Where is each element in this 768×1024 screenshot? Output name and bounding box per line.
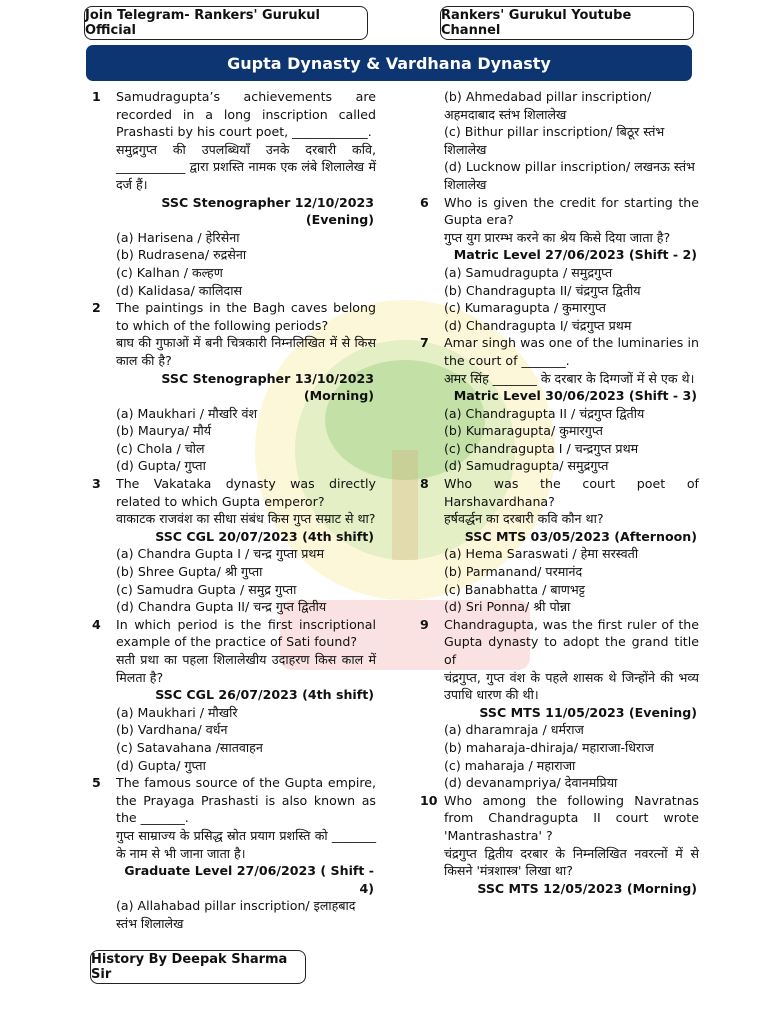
left-column	[86, 88, 376, 933]
question-text	[86, 299, 376, 334]
answer-option: (d) Gupta/ गुप्ता	[116, 458, 206, 474]
question-english: The famous source of the Gupta empire, the Prayaga Prashasti is also known as the _______.	[116, 775, 376, 826]
answer-option: (a) Chandra Gupta I / चन्द्र गुप्ता प्रथम	[116, 546, 325, 562]
answer-option: (b) Ahmedabad pillar inscription/अहमदाबाद स्तंभ शिलालेख	[444, 89, 652, 122]
answer-option: (c) Satavahana /सातवाहन	[116, 739, 263, 755]
question-english: Who among the following Navratnas from Chandragupta II court wrote 'Mantrashastra' ?	[444, 792, 699, 843]
answer-option: (d) Samudragupta/ समुद्रगुप्त	[444, 458, 609, 474]
question-hindi: बाघ की गुफाओं में बनी चित्रकारी निम्नलिखित में से किस काल की है?	[116, 335, 376, 368]
question-text	[86, 774, 376, 827]
answer-option: (b) maharaja-dhiraja/ महाराजा-धिराज	[444, 739, 654, 755]
question-hindi: वाकाटक राजवंश का सीधा संबंध किस गुप्त सम्राट से था?	[116, 511, 376, 527]
question-text	[414, 475, 699, 510]
answer-option: (a) Samudragupta / समुद्रगुप्त	[444, 264, 613, 280]
question-number: 10	[420, 792, 438, 808]
question-hindi: गुप्त साम्राज्य के प्रसिद्ध स्रोत प्रयाग प्रशस्ति को _______ के नाम से भी जाना जाता है।	[116, 827, 376, 861]
answer-option: (c) Kalhan / कल्हण	[116, 264, 223, 280]
question-number: 2	[92, 300, 101, 316]
question-number: 1	[92, 89, 101, 104]
question-english: In which period is the first inscriptional example of the practice of Sati found?	[116, 616, 376, 650]
exam-source: SSC CGL 20/07/2023 (4th shift)	[155, 528, 374, 544]
exam-source: Matric Level 30/06/2023 (Shift - 3)	[453, 388, 697, 404]
answer-option: (b) Shree Gupta/ श्री गुप्ता	[116, 564, 263, 580]
exam-source: Graduate Level 27/06/2023 ( Shift - 4)	[124, 863, 374, 896]
answer-option: (c) Banabhatta / बाणभट्ट	[444, 581, 585, 597]
answer-option: (d) Lucknow pillar inscription/ लखनऊ स्तंभ शिलालेख	[444, 159, 695, 192]
answer-option: (b) Parmanand/ परमानंद	[444, 564, 583, 580]
answer-option: (d) Chandragupta I/ चंद्रगुप्त प्रथम	[444, 317, 632, 333]
answer-option: (c) Samudra Gupta / समुद्र गुप्ता	[116, 581, 297, 597]
answer-option: (a) Maukhari / मौखरि	[116, 704, 238, 720]
answer-option: (b) Kumaragupta/ कुमारगुप्त	[444, 423, 603, 439]
question-hindi: हर्षवर्द्धन का दरबारी कवि कौन था?	[444, 511, 604, 527]
question-number: 8	[420, 476, 429, 492]
question-text	[414, 334, 699, 369]
exam-source: SSC MTS 03/05/2023 (Afternoon)	[464, 528, 697, 544]
question-hindi: चंद्रगुप्त द्वितीय दरबार के निम्नलिखित नवरत्नों में से किसने 'मंत्रशास्त्र' लिखा था?	[444, 845, 699, 879]
exam-source: SSC MTS 11/05/2023 (Evening)	[479, 704, 697, 720]
question-number: 6	[420, 194, 429, 210]
exam-source: SSC Stenographer 12/10/2023 (Evening)	[161, 194, 374, 228]
question-text	[414, 792, 699, 845]
question-number: 3	[92, 476, 101, 492]
question-english: Amar singh was one of the luminaries in the court of _______.	[444, 335, 699, 368]
author-box: History By Deepak Sharma Sir	[90, 950, 306, 984]
question-text	[86, 475, 376, 510]
answer-option: (d) Gupta/ गुप्ता	[116, 757, 206, 773]
question-number: 9	[420, 616, 429, 632]
question-hindi: समुद्रगुप्त की उपलब्धियाँ उनके दरबारी कवि, ___________ द्वारा प्रशस्ति नामक एक लंबे शिलालेख में दर्ज हैं।	[116, 141, 376, 192]
question-text	[86, 88, 376, 141]
question-text	[414, 194, 699, 229]
answer-option: (a) dharamraja / धर्मराज	[444, 722, 584, 738]
youtube-channel-box[interactable]: Rankers' Gurukul Youtube Channel	[440, 6, 694, 40]
answer-option: (d) Sri Ponna/ श्री पोन्ना	[444, 599, 571, 615]
question-number: 5	[92, 775, 101, 791]
telegram-link-box[interactable]: Join Telegram- Rankers' Gurukul Official	[84, 6, 368, 40]
question-english: Samudragupta’s achievements are recorded in a long inscription called Prashasti by his court poet, ____________.	[116, 89, 376, 140]
answer-option: (b) Maurya/ मौर्य	[116, 423, 212, 439]
answer-option: (d) devanampriya/ देवानमप्रिया	[444, 775, 618, 791]
question-english: Who was the court poet of Harshavardhana?	[444, 476, 699, 509]
question-number: 7	[420, 335, 429, 351]
answer-option: (a) Chandragupta II / चंद्रगुप्त द्वितीय	[444, 405, 645, 421]
answer-option: (a) Maukhari / मौखरि वंश	[116, 405, 258, 421]
answer-option: (c) Bithur pillar inscription/ बिठूर स्तंभ शिलालेख	[444, 124, 665, 157]
page-title: Gupta Dynasty & Vardhana Dynasty	[86, 45, 692, 81]
answer-option: (b) Chandragupta II/ चंद्रगुप्त द्वितीय	[444, 282, 641, 298]
answer-option: (a) Allahabad pillar inscription/ इलाहबाद स्तंभ शिलालेख	[116, 898, 356, 931]
answer-option: (c) maharaja / महाराजा	[444, 757, 576, 773]
exam-source: SSC Stenographer 13/10/2023 (Morning)	[161, 370, 374, 404]
answer-option: (c) Chandragupta I / चन्द्रगुप्त प्रथम	[444, 440, 639, 456]
answer-option: (c) Chola / चोल	[116, 440, 205, 456]
answer-option: (a) Harisena / हेरिसेना	[116, 229, 240, 245]
question-number: 4	[92, 616, 101, 632]
question-english: The paintings in the Bagh caves belong to which of the following periods?	[116, 300, 376, 333]
answer-option: (a) Hema Saraswati / हेमा सरस्वती	[444, 546, 639, 562]
question-english: The Vakataka dynasty was directly related to which Gupta emperor?	[116, 476, 376, 509]
question-hindi: गुप्त युग प्रारम्भ करने का श्रेय किसे दिया जाता है?	[444, 229, 671, 245]
answer-option: (c) Kumaragupta / कुमारगुप्त	[444, 300, 606, 316]
question-english: Chandragupta, was the first ruler of the Gupta dynasty to adopt the grand title of	[444, 616, 699, 667]
question-hindi: सती प्रथा का पहला शिलालेखीय उदाहरण किस काल में मिलता है?	[116, 652, 376, 685]
question-hindi: अमर सिंह _______ के दरबार के दिग्गजों में से एक थे।	[444, 370, 695, 386]
answer-option: (d) Chandra Gupta II/ चन्द्र गुप्त द्वितीय	[116, 599, 327, 615]
answer-option: (d) Kalidasa/ कालिदास	[116, 282, 243, 298]
answer-option: (b) Vardhana/ वर्धन	[116, 722, 228, 738]
question-hindi: चंद्रगुप्त, गुप्त वंश के पहले शासक थे जिन्होंने की भव्य उपाधि धारण की थी।	[444, 669, 699, 703]
answer-option: (b) Rudrasena/ रुद्रसेना	[116, 247, 247, 263]
question-text	[86, 616, 376, 651]
exam-source: SSC CGL 26/07/2023 (4th shift)	[155, 687, 374, 703]
exam-source: SSC MTS 12/05/2023 (Morning)	[477, 880, 697, 896]
right-column	[414, 88, 699, 897]
exam-source: Matric Level 27/06/2023 (Shift - 2)	[453, 247, 697, 263]
question-english: Who is given the credit for starting the Gupta era?	[444, 194, 699, 228]
question-text	[414, 616, 699, 669]
